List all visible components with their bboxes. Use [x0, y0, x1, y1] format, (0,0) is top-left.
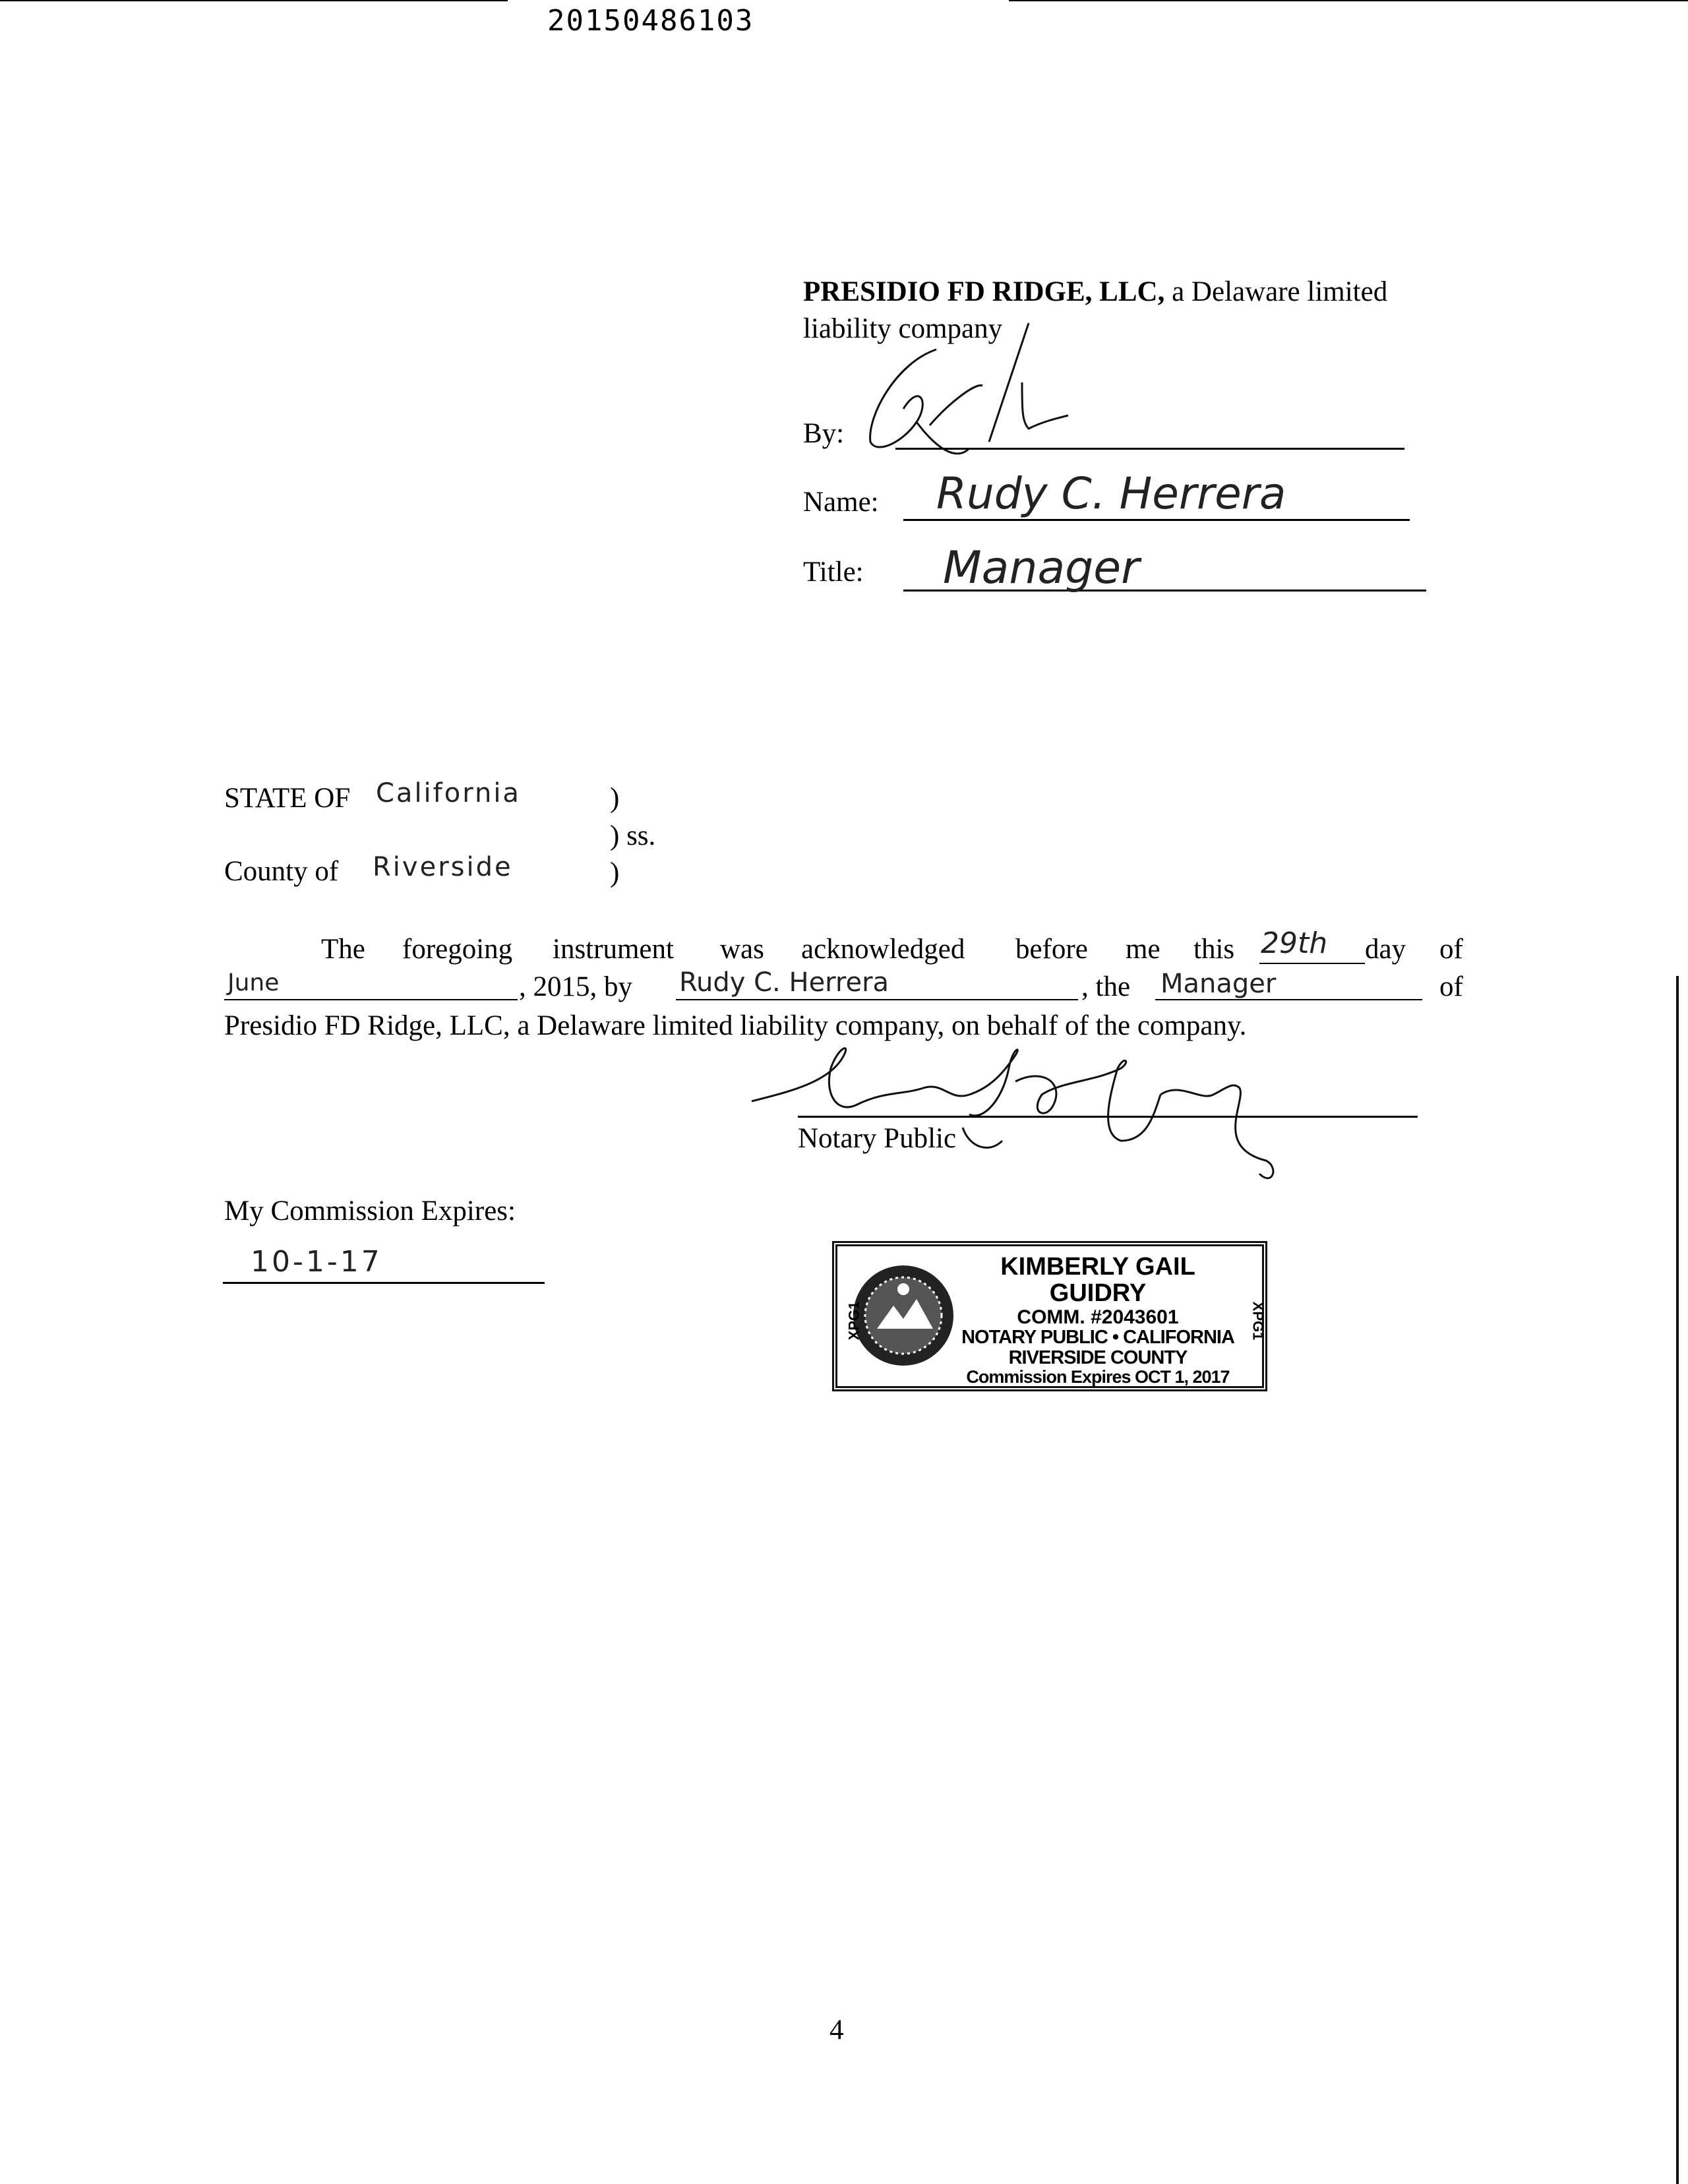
page-number: 4 [829, 2015, 844, 2046]
title-value: Manager [943, 542, 1140, 594]
commission-expires-label: My Commission Expires: [224, 1196, 516, 1227]
ack-word-foregoing: foregoing [402, 934, 513, 965]
notary-seal-stamp [832, 1241, 1267, 1391]
name-value: Rudy C. Herrera [936, 468, 1286, 519]
title-label: Title: [803, 557, 864, 588]
ack-of-1: of [1439, 934, 1463, 965]
entity-description: a Delaware limited [1172, 276, 1388, 307]
authorized-signature [857, 310, 1134, 462]
day-line [1259, 963, 1365, 964]
notary-signature-line [798, 1116, 1418, 1118]
document-number: 20150486103 [547, 4, 754, 38]
seal-county: RIVERSIDE COUNTY [1008, 1347, 1188, 1368]
seal-expiration: Commission Expires OCT 1, 2017 [966, 1367, 1230, 1387]
ack-word-was: was [720, 934, 764, 965]
seal-commission-number: COMM. #2043601 [1017, 1306, 1179, 1328]
role-value: Manager [1160, 969, 1277, 999]
county-paren: ) [610, 857, 620, 888]
notary-public-label: Notary Public [798, 1123, 957, 1154]
ack-word-me: me [1126, 934, 1160, 965]
ack-word-instrument: instrument [553, 934, 674, 965]
seal-side-code-right: XPG1 [1250, 1301, 1267, 1341]
day-label: day [1365, 934, 1406, 965]
ack-line-3: Presidio FD Ridge, LLC, a Delaware limited liability company, on behalf of the company. [224, 1010, 1247, 1041]
state-paren: ) [610, 783, 620, 814]
by-label: By: [803, 418, 845, 449]
entity-name: PRESIDIO FD RIDGE, LLC, [803, 276, 1165, 307]
header-rule-left [0, 0, 508, 1]
month-value: June [227, 969, 280, 996]
commission-expires-value: 10-1-17 [251, 1245, 382, 1279]
role-line [1155, 999, 1422, 1000]
month-line [224, 999, 518, 1000]
entity-description-line-2: liability company [803, 313, 1003, 344]
seal-name: KIMBERLY GAIL GUIDRY [1000, 1253, 1195, 1307]
seal-side-code-left: XPG1 [845, 1301, 862, 1341]
year-text: , 2015, by [519, 971, 632, 1002]
state-label: STATE OF [224, 783, 351, 814]
county-label: County of [224, 856, 339, 887]
ack-word-the: The [321, 934, 365, 965]
ack-word-before: before [1015, 934, 1088, 965]
day-value: 29th [1261, 926, 1328, 960]
header-rule-right [1009, 0, 1688, 1]
ack-word-this: this [1193, 934, 1235, 965]
signer-value: Rudy C. Herrera [679, 967, 889, 998]
notary-signature [752, 1042, 1292, 1187]
the-text: , the [1081, 971, 1131, 1002]
state-value: California [376, 778, 521, 808]
name-label: Name: [803, 487, 879, 518]
county-value: Riverside [373, 852, 513, 882]
name-line [903, 519, 1410, 521]
entity-line-1 [803, 278, 1387, 306]
seal-title: NOTARY PUBLIC • CALIFORNIA [961, 1327, 1234, 1349]
seal-text-block [956, 1254, 1240, 1387]
commission-line [223, 1282, 545, 1284]
state-seal-icon [851, 1263, 956, 1368]
right-edge-rule [1676, 976, 1679, 2184]
signer-line [676, 999, 1078, 1000]
ss-marker: ) ss. [610, 820, 656, 851]
ack-of-2: of [1439, 971, 1463, 1002]
ack-word-acknowledged: acknowledged [801, 934, 965, 965]
